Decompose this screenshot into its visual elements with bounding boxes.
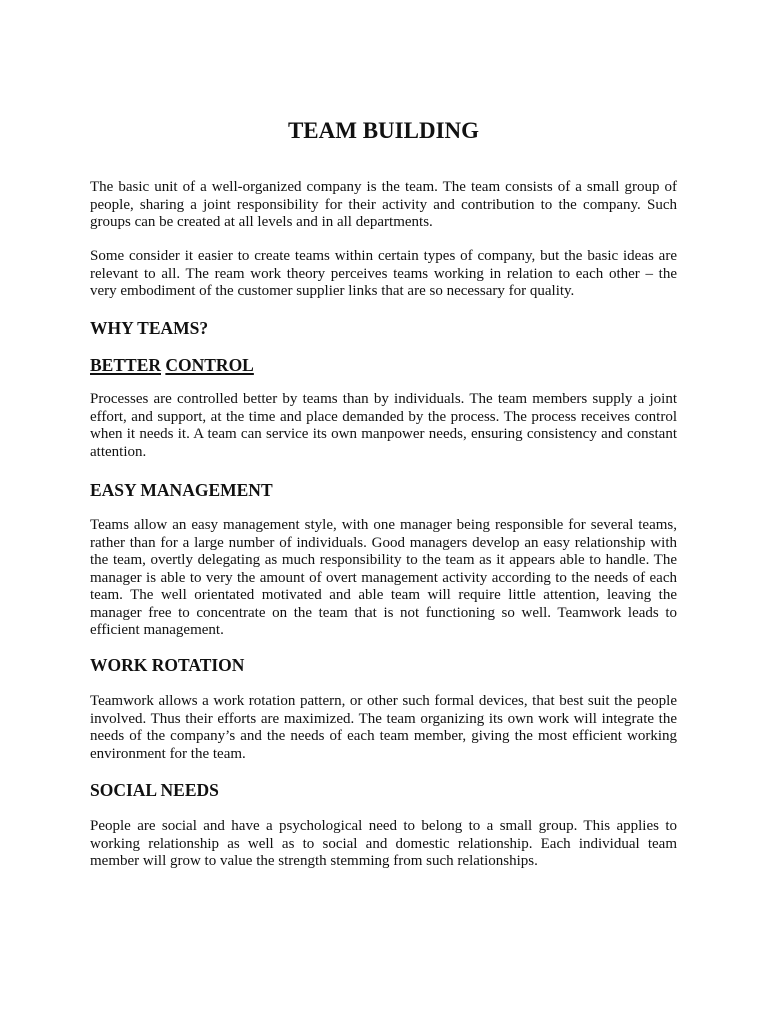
text-line: Some consider it easier to create teams within certain types of company, but the basic ideas are <box>90 248 677 264</box>
text-line: Processes are controlled better by teams than by individuals. The team members supply a joint <box>90 391 677 407</box>
text-line: environment for the team. <box>90 745 246 762</box>
text-line: team. The well orientated motivated and able team will require little attention, leaving the <box>90 587 677 603</box>
text-line: needs of the company’s and the needs of each team member, giving the most efficient working <box>90 728 677 744</box>
easy-management-paragraph <box>90 517 677 640</box>
text-line: people, sharing a joint responsibility for their activity and contribution to the company. Such <box>90 196 677 213</box>
text-line: efficient management. <box>90 622 224 638</box>
text-line: member will grow to value the strength stemming from such relationships. <box>90 853 538 869</box>
intro-paragraph-2 <box>90 248 677 301</box>
text-line: Teamwork allows a work rotation pattern, or other such formal devices, that best suit the people <box>90 693 677 709</box>
heading-better-control <box>90 355 677 375</box>
document-title: TEAM BUILDING <box>287 118 480 143</box>
text-line: working relationship as well as to social and domestic relationship. Each individual team <box>90 835 677 852</box>
text-line: relevant to all. The ream work theory perceives teams working in relation to each other – the <box>90 265 677 282</box>
text-line: The basic unit of a well-organized company is the team. The team consists of a small group of <box>90 179 677 195</box>
heading-easy-management: EASY MANAGEMENT <box>90 480 273 500</box>
text-line: effort, and support, at the time and place demanded by the process. The process receives control <box>90 408 677 425</box>
text-line: attention. <box>90 443 147 460</box>
text-line: rather than for a large number of individuals. Good managers develop an easy relationship with <box>90 534 677 551</box>
heading-word-better: BETTER <box>90 355 161 375</box>
text-line: manager free to concentrate on the team that is not functioning so well. Teamwork leads to <box>90 604 677 621</box>
text-line: People are social and have a psychological need to belong to a small group. This applies to <box>90 818 677 834</box>
text-line: when it needs it. A team can service its own manpower needs, ensuring consistency and constant <box>90 426 677 442</box>
text-line: involved. Thus their efforts are maximized. The team organizing its own work will integrate the <box>90 710 677 727</box>
text-line: manager is able to very the amount of overt management activity according to the needs of each <box>90 569 677 586</box>
text-line: the team, overtly delegating as much responsibility to the team as it appears able to handle. The <box>90 552 677 568</box>
text-line: groups can be created at all levels and in all departments. <box>90 214 433 230</box>
heading-why-teams: WHY TEAMS? <box>90 318 209 338</box>
heading-word-control: CONTROL <box>165 355 254 375</box>
text-line: very embodiment of the customer supplier links that are so necessary for quality. <box>90 283 575 299</box>
intro-paragraph-1 <box>90 179 677 232</box>
work-rotation-paragraph <box>90 693 677 763</box>
better-control-paragraph <box>90 391 677 461</box>
heading-social-needs: SOCIAL NEEDS <box>90 780 219 800</box>
social-needs-paragraph <box>90 818 677 871</box>
heading-work-rotation: WORK ROTATION <box>90 655 245 675</box>
text-line: Teams allow an easy management style, with one manager being responsible for several teams, <box>90 517 677 533</box>
